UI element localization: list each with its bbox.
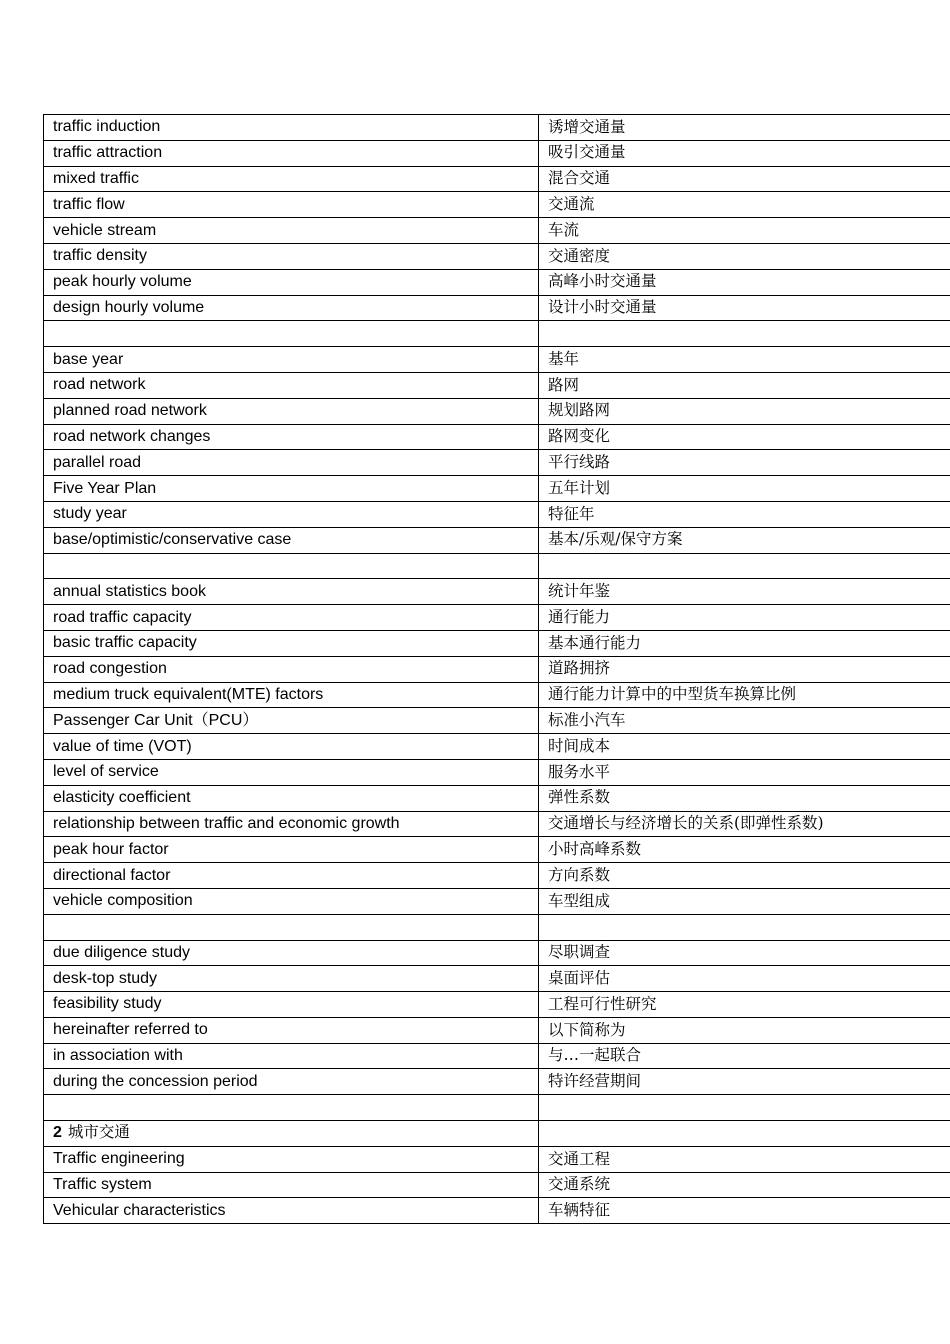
english-term-cell: during the concession period xyxy=(44,1069,539,1095)
table-row xyxy=(44,579,950,605)
table-row xyxy=(44,166,950,192)
english-term-cell: Traffic system xyxy=(44,1172,539,1198)
english-term-cell: traffic induction xyxy=(44,115,539,141)
english-term-cell: peak hourly volume xyxy=(44,269,539,295)
table-row xyxy=(44,1146,950,1172)
english-term-cell: in association with xyxy=(44,1043,539,1069)
table-row xyxy=(44,372,950,398)
english-term-cell: design hourly volume xyxy=(44,295,539,321)
table-row xyxy=(44,115,950,141)
table-row xyxy=(44,1172,950,1198)
english-term-cell: directional factor xyxy=(44,863,539,889)
table-row xyxy=(44,501,950,527)
table-row xyxy=(44,914,950,940)
table-row xyxy=(44,1069,950,1095)
table-row xyxy=(44,192,950,218)
chinese-term-cell: 车流 xyxy=(539,218,950,244)
table-row xyxy=(44,527,950,553)
table-row xyxy=(44,347,950,373)
chinese-term-cell: 通行能力 xyxy=(539,605,950,631)
table-row xyxy=(44,1043,950,1069)
english-term-cell: relationship between traffic and economic growth xyxy=(44,811,539,837)
chinese-term-cell: 小时高峰系数 xyxy=(539,837,950,863)
table-row xyxy=(44,837,950,863)
english-term-cell: mixed traffic xyxy=(44,166,539,192)
chinese-term-cell: 车辆特征 xyxy=(539,1198,950,1224)
english-term-cell: traffic flow xyxy=(44,192,539,218)
english-term-cell: road network xyxy=(44,372,539,398)
table-row xyxy=(44,269,950,295)
english-term-cell: Vehicular characteristics xyxy=(44,1198,539,1224)
english-term-cell: road congestion xyxy=(44,656,539,682)
chinese-term-cell: 诱增交通量 xyxy=(539,115,950,141)
table-row xyxy=(44,966,950,992)
table-row xyxy=(44,424,950,450)
chinese-term-cell: 通行能力计算中的中型货车换算比例 xyxy=(539,682,950,708)
chinese-term-cell: 特征年 xyxy=(539,501,950,527)
english-term-cell xyxy=(44,914,539,940)
glossary-table xyxy=(43,114,950,1224)
chinese-term-cell: 交通增长与经济增长的关系(即弹性系数) xyxy=(539,811,950,837)
english-term-cell: basic traffic capacity xyxy=(44,630,539,656)
english-term-cell: Passenger Car Unit（PCU） xyxy=(44,708,539,734)
table-row xyxy=(44,656,950,682)
table-row xyxy=(44,1198,950,1224)
english-term-cell: vehicle composition xyxy=(44,888,539,914)
table-row xyxy=(44,992,950,1018)
english-term-cell: Five Year Plan xyxy=(44,476,539,502)
english-term-cell: base year xyxy=(44,347,539,373)
table-row xyxy=(44,398,950,424)
table-row xyxy=(44,759,950,785)
chinese-term-cell: 与…一起联合 xyxy=(539,1043,950,1069)
table-row xyxy=(44,243,950,269)
english-term-cell: road traffic capacity xyxy=(44,605,539,631)
chinese-term-cell: 混合交通 xyxy=(539,166,950,192)
english-term-cell: peak hour factor xyxy=(44,837,539,863)
table-row xyxy=(44,553,950,579)
chinese-term-cell: 工程可行性研究 xyxy=(539,992,950,1018)
table-row xyxy=(44,888,950,914)
english-term-cell: level of service xyxy=(44,759,539,785)
english-term-cell xyxy=(44,321,539,347)
chinese-term-cell: 服务水平 xyxy=(539,759,950,785)
chinese-term-cell: 特许经营期间 xyxy=(539,1069,950,1095)
table-row xyxy=(44,295,950,321)
chinese-term-cell: 基本通行能力 xyxy=(539,630,950,656)
chinese-term-cell: 桌面评估 xyxy=(539,966,950,992)
chinese-term-cell: 道路拥挤 xyxy=(539,656,950,682)
chinese-term-cell: 车型组成 xyxy=(539,888,950,914)
chinese-term-cell: 方向系数 xyxy=(539,863,950,889)
chinese-term-cell xyxy=(539,553,950,579)
chinese-term-cell: 以下简称为 xyxy=(539,1017,950,1043)
table-row xyxy=(44,630,950,656)
table-row xyxy=(44,734,950,760)
glossary-body xyxy=(44,115,950,1224)
table-row xyxy=(44,476,950,502)
table-row xyxy=(44,682,950,708)
chinese-term-cell: 交通工程 xyxy=(539,1146,950,1172)
table-row xyxy=(44,1017,950,1043)
table-row xyxy=(44,1121,950,1147)
chinese-term-cell: 基本/乐观/保守方案 xyxy=(539,527,950,553)
table-row xyxy=(44,140,950,166)
chinese-term-cell: 吸引交通量 xyxy=(539,140,950,166)
english-term-cell: Traffic engineering xyxy=(44,1146,539,1172)
english-term-cell xyxy=(44,553,539,579)
table-row xyxy=(44,605,950,631)
chinese-term-cell: 基年 xyxy=(539,347,950,373)
chinese-term-cell: 路网 xyxy=(539,372,950,398)
english-term-cell: base/optimistic/conservative case xyxy=(44,527,539,553)
english-term-cell: annual statistics book xyxy=(44,579,539,605)
chinese-term-cell: 高峰小时交通量 xyxy=(539,269,950,295)
table-row xyxy=(44,1095,950,1121)
section-heading-cell xyxy=(44,1121,539,1147)
english-term-cell: elasticity coefficient xyxy=(44,785,539,811)
english-term-cell: feasibility study xyxy=(44,992,539,1018)
chinese-term-cell: 标准小汽车 xyxy=(539,708,950,734)
chinese-term-cell: 设计小时交通量 xyxy=(539,295,950,321)
english-term-cell: traffic attraction xyxy=(44,140,539,166)
table-row xyxy=(44,450,950,476)
section-title: 城市交通 xyxy=(67,1123,130,1142)
table-row xyxy=(44,708,950,734)
english-term-cell: medium truck equivalent(MTE) factors xyxy=(44,682,539,708)
chinese-term-cell: 规划路网 xyxy=(539,398,950,424)
english-term-cell xyxy=(44,1095,539,1121)
chinese-term-cell xyxy=(539,914,950,940)
english-term-cell: parallel road xyxy=(44,450,539,476)
chinese-term-cell: 交通流 xyxy=(539,192,950,218)
english-term-cell: due diligence study xyxy=(44,940,539,966)
english-term-cell: road network changes xyxy=(44,424,539,450)
chinese-term-cell: 五年计划 xyxy=(539,476,950,502)
table-row xyxy=(44,863,950,889)
table-row xyxy=(44,785,950,811)
english-term-cell: vehicle stream xyxy=(44,218,539,244)
table-row xyxy=(44,811,950,837)
chinese-term-cell xyxy=(539,321,950,347)
table-row xyxy=(44,940,950,966)
section-number: 2 xyxy=(53,1124,62,1142)
chinese-term-cell: 路网变化 xyxy=(539,424,950,450)
english-term-cell: study year xyxy=(44,501,539,527)
table-row xyxy=(44,321,950,347)
english-term-cell: traffic density xyxy=(44,243,539,269)
chinese-term-cell: 交通系统 xyxy=(539,1172,950,1198)
table-row xyxy=(44,218,950,244)
chinese-term-cell: 弹性系数 xyxy=(539,785,950,811)
chinese-term-cell xyxy=(539,1121,950,1147)
chinese-term-cell: 平行线路 xyxy=(539,450,950,476)
chinese-term-cell: 交通密度 xyxy=(539,243,950,269)
english-term-cell: hereinafter referred to xyxy=(44,1017,539,1043)
english-term-cell: planned road network xyxy=(44,398,539,424)
english-term-cell: desk-top study xyxy=(44,966,539,992)
chinese-term-cell: 统计年鉴 xyxy=(539,579,950,605)
english-term-cell: value of time (VOT) xyxy=(44,734,539,760)
chinese-term-cell: 时间成本 xyxy=(539,734,950,760)
chinese-term-cell: 尽职调查 xyxy=(539,940,950,966)
chinese-term-cell xyxy=(539,1095,950,1121)
